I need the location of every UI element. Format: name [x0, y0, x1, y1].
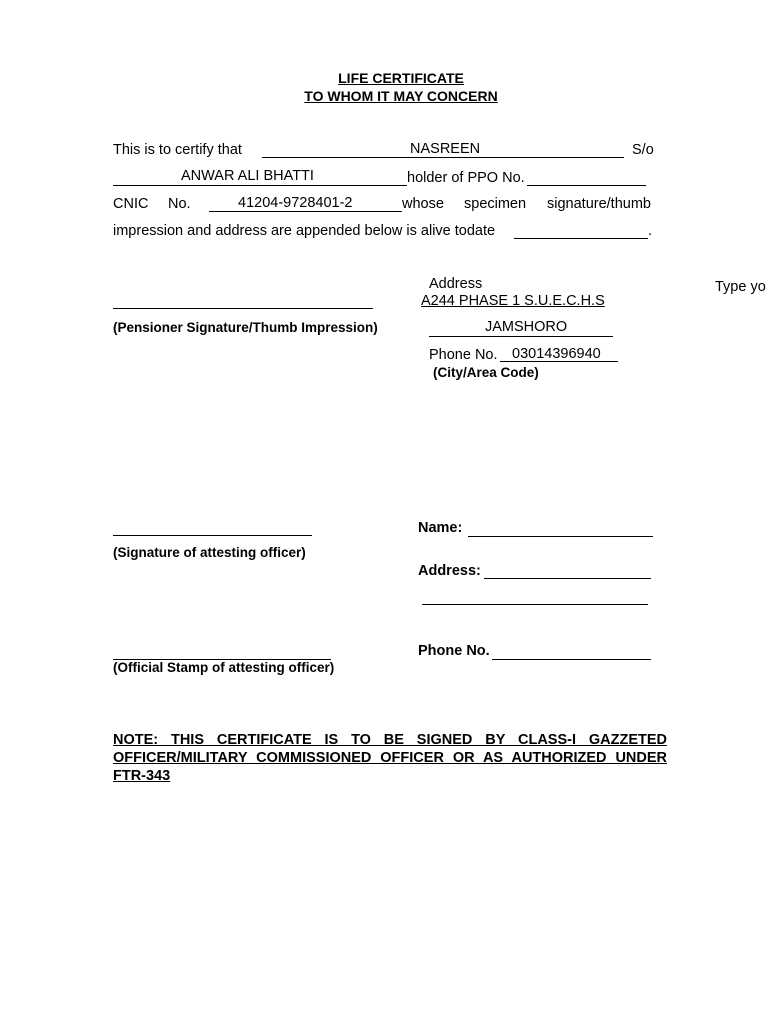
father-name-field[interactable]: ANWAR ALI BHATTI: [181, 168, 314, 184]
pensioner-name-line: [262, 157, 624, 158]
document-subtitle: TO WHOM IT MAY CONCERN: [304, 88, 498, 104]
pensioner-signature-line[interactable]: [113, 308, 373, 309]
pensioner-signature-caption: (Pensioner Signature/Thumb Impression): [113, 320, 378, 335]
whose-label: whose: [402, 196, 444, 212]
cnic-label: CNIC: [113, 196, 149, 212]
officer-address-label: Address:: [418, 563, 481, 579]
phone-field[interactable]: 03014396940: [512, 346, 601, 362]
officer-phone-line[interactable]: [492, 659, 651, 660]
officer-name-line[interactable]: [468, 536, 653, 537]
phone-caption: (City/Area Code): [433, 365, 539, 380]
overflow-text-field[interactable]: Type yo: [715, 279, 766, 295]
cnic-line: [209, 211, 402, 212]
official-stamp-caption: (Official Stamp of attesting officer): [113, 660, 335, 675]
pensioner-name-field[interactable]: NASREEN: [410, 141, 481, 157]
relation-label: S/o: [632, 142, 654, 158]
date-line: [514, 238, 648, 239]
address-line2-field[interactable]: JAMSHORO: [485, 319, 568, 335]
officer-address-line1[interactable]: [484, 578, 651, 579]
address-label: Address: [429, 276, 483, 292]
certificate-note: NOTE: THIS CERTIFICATE IS TO BE SIGNED BY CLASS-I GAZZETED OFFICER/MILITARY COMMISSIONED OFFICER OR AS AUTHORIZED UNDER FTR-343: [113, 732, 667, 784]
address-line1-field[interactable]: A244 PHASE 1 S.U.E.C.H.S: [421, 293, 605, 309]
phone-label: Phone No.: [429, 347, 498, 363]
officer-signature-caption: (Signature of attesting officer): [113, 545, 306, 560]
date-line-end: .: [648, 223, 653, 239]
document-title: LIFE CERTIFICATE: [338, 70, 464, 86]
certify-prefix: This is to certify that: [113, 142, 242, 158]
ppo-number-line: [527, 185, 646, 186]
officer-address-line2[interactable]: [422, 604, 648, 605]
father-name-line: [113, 185, 407, 186]
cnic-field[interactable]: 41204-9728401-2: [238, 195, 353, 211]
ppo-label: holder of PPO No.: [407, 170, 525, 186]
specimen-label: specimen: [464, 196, 527, 212]
officer-name-label: Name:: [418, 520, 463, 536]
officer-signature-line[interactable]: [113, 535, 312, 536]
alive-statement: impression and address are appended below is alive todate: [113, 223, 496, 239]
cnic-no-label: No.: [168, 196, 191, 212]
signature-thumb-label: signature/thumb: [547, 196, 651, 212]
address-line2-line: [429, 336, 613, 337]
officer-phone-label: Phone No.: [418, 643, 490, 659]
